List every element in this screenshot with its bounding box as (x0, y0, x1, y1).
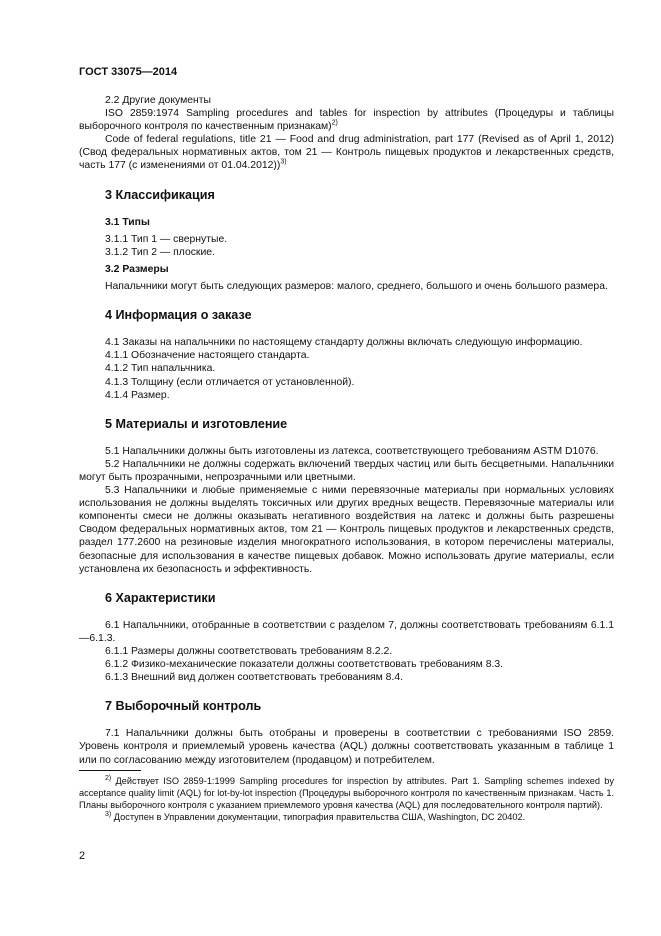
section-heading: 7 Выборочный контроль (105, 699, 262, 714)
list-item: 4.1.1 Обозначение настоящего стандарта. (105, 350, 310, 362)
list-item: 6.1.3 Внешний вид должен соответствовать требованиям 8.4. (105, 672, 403, 684)
paragraph (79, 107, 614, 133)
paragraph: 5.2 Напальчники не должны содержать включений твердых частиц или быть бесцветными. Напальчники могут быть прозрачными, непрозрачными или цветными. (79, 458, 614, 483)
list-item: 4.1.3 Толщину (если отличается от установленной). (105, 376, 355, 388)
footnote-ref[interactable]: 2) (331, 119, 338, 127)
paragraph-text: Code of federal regulations, title 21 — Food and drug administration, part 177 (Revised as of April 1, 2012) (Свод федеральных нормативных актов, том 21 — Контроль пищевых продуктов и лекарственных средств, часть 177 (с изменениями от 01.04.2012)) (79, 134, 614, 172)
section-heading: 6 Характеристики (105, 590, 216, 605)
section-heading: 3 Классификация (105, 187, 215, 202)
list-item: 4.1.4 Размер. (105, 389, 170, 401)
document-header: ГОСТ 33075—2014 (79, 66, 178, 78)
footnote-mark: 2) (105, 774, 112, 782)
list-item: 6.1.1 Размеры должны соответствовать требованиям 8.2.2. (105, 646, 393, 657)
footnote-ref[interactable]: 3) (280, 159, 287, 166)
paragraph: 4.1 Заказы на напальчники по настоящему стандарту должны включать следующую информацию. (105, 337, 583, 349)
list-item: 3.1.1 Тип 1 — свернутые. (105, 233, 228, 245)
paragraph (79, 133, 614, 172)
section-heading: 4 Информация о заказе (105, 308, 252, 323)
list-item: 3.1.2 Тип 2 — плоские. (105, 246, 215, 258)
paragraph: 6.1 Напальчники, отобранные в соответствии с разделом 7, должны соответствовать требованиям 6.1.1—6.1.3. (79, 619, 614, 644)
paragraph: Напальчники могут быть следующих размеров: малого, среднего, большого и очень большого размера. (105, 281, 608, 293)
section-heading: 5 Материалы и изготовление (105, 416, 288, 431)
page-number: 2 (79, 850, 86, 862)
paragraph: 7.1 Напальчники должны быть отобраны и проверены в соответствии с требованиями ISO 2859. Уровень контроля и приемлемый уровень качества (AQL) должны соответствовать указанным в таблице 1 или по согласованию между изготовителем (продавцом) и потребителем. (79, 728, 614, 766)
paragraph: 5.3 Напальчники и любые применяемые с ними перевязочные материалы при нормальных условиях использования не должны выделять токсичных или других вредных веществ. Перевязочные материалы или компоненты смеси не должны оказывать негативного воздействия на латекс и должны быть разрешены Сводом федеральных нормативных актов, том 21 — Контроль пищевых продуктов и лекарственных средств, раздел 177.2600 на резиновые изделия многократного использования, в котором перечислены материалы, безопасные для использования в качестве пищевых добавок. Можно использовать другие материалы, если установлена их безопасность и эффективность. (79, 485, 614, 575)
paragraph-text: ISO 2859:1974 Sampling procedures and tables for inspection by attributes (Процедуры и таблицы выборочного контроля по качественным признакам) (79, 108, 614, 133)
list-item: 4.1.2 Тип напальчника. (105, 363, 216, 375)
footnote-divider (79, 770, 141, 771)
subsection-title: 3.1 Типы (105, 216, 150, 228)
footnote (79, 775, 614, 811)
footnote (79, 811, 614, 823)
footnote-text: Доступен в Управлении документации, типография правительства США, Washington, DC 20402. (113, 811, 526, 822)
paragraph: 5.1 Напальчники должны быть изготовлены из латекса, соответствующего требованиям ASTM D1076. (105, 445, 599, 457)
footnote-mark: 3) (105, 810, 112, 818)
list-item: 6.1.2 Физико-механические показатели должны соответствовать требованиям 8.3. (105, 659, 504, 671)
subsection-title: 2.2 Другие документы (105, 95, 211, 106)
document-body (79, 94, 614, 823)
footnote-text: Действует ISO 2859-1:1999 Sampling procedures for inspection by attributes. Part 1. Sampling schemes indexed by acceptance quality limit (AQL) for lot-by-lot inspection (Процедуры выборочного контроля по качественным признакам. Часть 1. Планы выборочного контроля с указанием приемлемого уровня качества (AQL) для последовательного контроля партий). (79, 775, 614, 810)
subsection-title: 3.2 Размеры (105, 263, 169, 275)
